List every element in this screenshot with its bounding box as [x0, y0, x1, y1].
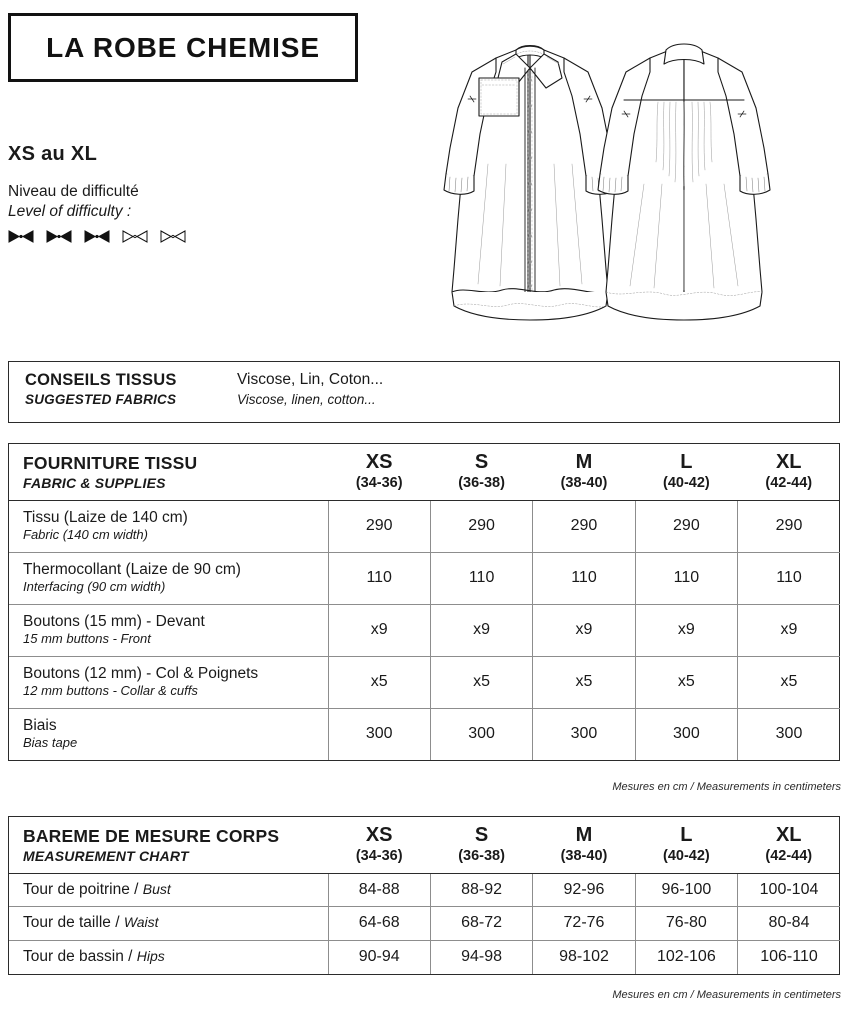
- supply-value-l: 110: [635, 552, 737, 604]
- size-bracket: (34-36): [355, 848, 403, 865]
- suggested-fabrics-value-fr: Viscose, Lin, Coton...: [237, 371, 384, 388]
- supply-value-l: x9: [635, 604, 737, 656]
- measurement-value-s: 94-98: [430, 940, 532, 974]
- measurement-label-fr: Tour de bassin /: [23, 948, 137, 965]
- supply-value-xl: 110: [738, 552, 840, 604]
- supplies-title-en: FABRIC & SUPPLIES: [23, 474, 166, 491]
- supply-label-cell: [9, 708, 328, 760]
- supply-value-xl: x5: [738, 656, 840, 708]
- size-name: XL: [775, 451, 802, 474]
- supply-value-m: 110: [533, 552, 635, 604]
- size-name: XS: [365, 451, 393, 474]
- bowtie-icon-empty: [160, 230, 186, 248]
- measurements-title-fr: BAREME DE MESURE CORPS: [23, 825, 280, 846]
- measurement-label-fr: Tour de poitrine /: [23, 880, 143, 898]
- size-header-l: [635, 817, 737, 873]
- measurement-value-xs: 84-88: [328, 873, 430, 907]
- measurement-table-body: [9, 873, 840, 974]
- supply-value-l: 290: [635, 500, 737, 552]
- size-header-xs: [328, 444, 430, 500]
- measurement-value-xl: 80-84: [738, 907, 840, 941]
- supply-value-s: 110: [430, 552, 532, 604]
- suggested-fabrics-value: [237, 371, 383, 407]
- size-bracket: (42-44): [765, 475, 813, 492]
- fabric-supplies-table: [8, 443, 840, 761]
- supply-label-fr: Tissu (Laize de 140 cm): [23, 509, 188, 527]
- table-row: [9, 940, 840, 974]
- measurement-label-cell: [9, 873, 328, 907]
- supply-value-xl: 300: [738, 708, 840, 760]
- size-header-m: [533, 444, 635, 500]
- suggested-fabrics-label-en: SUGGESTED FABRICS: [25, 392, 177, 407]
- supply-label-en: Bias tape: [23, 735, 78, 751]
- table-row: [9, 873, 840, 907]
- bowtie-icon-filled: [46, 230, 72, 248]
- supply-label-en: 12 mm buttons - Collar & cuffs: [23, 682, 198, 698]
- supply-value-xs: 110: [328, 552, 430, 604]
- supply-value-s: 300: [430, 708, 532, 760]
- size-name: L: [680, 824, 693, 847]
- size-bracket: (40-42): [662, 475, 710, 492]
- supply-label-fr: Boutons (12 mm) - Col & Poignets: [23, 665, 259, 683]
- size-name: S: [474, 451, 489, 474]
- size-header-s: [430, 444, 532, 500]
- table-header-row: [9, 444, 840, 500]
- supply-value-l: 300: [635, 708, 737, 760]
- suggested-fabrics-value-en: Viscose, linen, cotton...: [237, 392, 376, 407]
- supply-value-s: x5: [430, 656, 532, 708]
- size-name: L: [680, 451, 693, 474]
- measurement-label-cell: [9, 940, 328, 974]
- supply-value-xl: x9: [738, 604, 840, 656]
- size-header-xl: [738, 444, 840, 500]
- size-bracket: (34-36): [355, 475, 403, 492]
- supply-value-xs: 290: [328, 500, 430, 552]
- measurements-title-cell: [9, 817, 328, 873]
- supply-value-l: x5: [635, 656, 737, 708]
- measurement-value-xs: 64-68: [328, 907, 430, 941]
- size-header-s: [430, 817, 532, 873]
- size-header-xl: [738, 817, 840, 873]
- supply-label-en: 15 mm buttons - Front: [23, 630, 151, 646]
- size-bracket: (38-40): [560, 475, 608, 492]
- page-title: LA ROBE CHEMISE: [46, 31, 320, 63]
- shirt-dress-front-view: [444, 46, 616, 321]
- measurement-value-l: 96-100: [635, 873, 737, 907]
- table-row: [9, 552, 840, 604]
- table-row: [9, 500, 840, 552]
- measurement-value-m: 92-96: [533, 873, 635, 907]
- suggested-fabrics-label-fr: CONSEILS TISSUS: [25, 371, 177, 389]
- size-bracket: (40-42): [662, 848, 710, 865]
- measurement-label-cell: [9, 907, 328, 941]
- measurement-value-xs: 90-94: [328, 940, 430, 974]
- supplies-title-cell: [9, 444, 328, 500]
- table-row: [9, 907, 840, 941]
- supplies-units-note: Mesures en cm / Measurements in centimeters: [612, 781, 841, 793]
- supplies-table-body: [9, 500, 840, 760]
- size-name: XL: [775, 824, 802, 847]
- size-header-m: [533, 817, 635, 873]
- supply-label-cell: [9, 604, 328, 656]
- supply-value-m: x5: [533, 656, 635, 708]
- size-name: M: [575, 451, 593, 474]
- supply-label-cell: [9, 552, 328, 604]
- supplies-title-fr: FOURNITURE TISSU: [23, 452, 198, 473]
- supply-label-en: Interfacing (90 cm width): [23, 578, 166, 594]
- supply-value-xs: x5: [328, 656, 430, 708]
- bowtie-icon-empty: [122, 230, 148, 248]
- size-bracket: (38-40): [560, 848, 608, 865]
- size-bracket: (42-44): [765, 848, 813, 865]
- suggested-fabrics-box: [8, 361, 840, 423]
- size-name: XS: [365, 824, 393, 847]
- size-range-label: XS au XL: [8, 143, 98, 165]
- table-row: [9, 604, 840, 656]
- supply-label-fr: Biais: [23, 717, 57, 735]
- measurement-value-s: 88-92: [430, 873, 532, 907]
- measurement-value-xl: 100-104: [738, 873, 840, 907]
- supply-label-en: Fabric (140 cm width): [23, 526, 148, 542]
- difficulty-rating: [8, 230, 186, 248]
- supply-value-xs: 300: [328, 708, 430, 760]
- supply-value-xl: 290: [738, 500, 840, 552]
- measurement-label-en: Hips: [136, 948, 165, 964]
- shirt-dress-back-view: [598, 44, 770, 320]
- measurement-value-m: 72-76: [533, 907, 635, 941]
- size-name: M: [575, 824, 593, 847]
- size-bracket: (36-38): [458, 848, 505, 865]
- supply-label-fr: Thermocollant (Laize de 90 cm): [23, 561, 241, 579]
- supply-value-m: 300: [533, 708, 635, 760]
- supply-value-m: x9: [533, 604, 635, 656]
- size-header-l: [635, 444, 737, 500]
- supply-value-m: 290: [533, 500, 635, 552]
- measurements-title-en: MEASUREMENT CHART: [23, 847, 189, 864]
- measurement-value-s: 68-72: [430, 907, 532, 941]
- size-name: S: [474, 824, 489, 847]
- measurement-chart-table: [8, 816, 840, 975]
- supply-label-fr: Boutons (15 mm) - Devant: [23, 613, 205, 631]
- measurement-value-m: 98-102: [533, 940, 635, 974]
- suggested-fabrics-label: [25, 371, 177, 407]
- pattern-title-box: [8, 13, 358, 82]
- supply-value-s: 290: [430, 500, 532, 552]
- bowtie-icon-filled: [84, 230, 110, 248]
- table-row: [9, 708, 840, 760]
- measurement-value-l: 76-80: [635, 907, 737, 941]
- measurement-label-fr: Tour de taille /: [23, 914, 124, 932]
- measurement-label-en: Bust: [142, 880, 171, 897]
- supply-label-cell: [9, 500, 328, 552]
- bowtie-icon-filled: [8, 230, 34, 248]
- table-header-row: [9, 817, 840, 873]
- technical-drawing: [432, 14, 772, 329]
- measurements-units-note: Mesures en cm / Measurements in centimeters: [612, 989, 841, 1001]
- size-header-xs: [328, 817, 430, 873]
- measurement-value-l: 102-106: [635, 940, 737, 974]
- difficulty-label-en: Level of difficulty :: [8, 203, 132, 220]
- supply-label-cell: [9, 656, 328, 708]
- difficulty-label-fr: Niveau de difficulté: [8, 183, 139, 200]
- measurement-value-xl: 106-110: [738, 940, 840, 974]
- table-row: [9, 656, 840, 708]
- size-bracket: (36-38): [458, 475, 505, 492]
- supply-value-s: x9: [430, 604, 532, 656]
- supply-value-xs: x9: [328, 604, 430, 656]
- measurement-label-en: Waist: [123, 914, 159, 931]
